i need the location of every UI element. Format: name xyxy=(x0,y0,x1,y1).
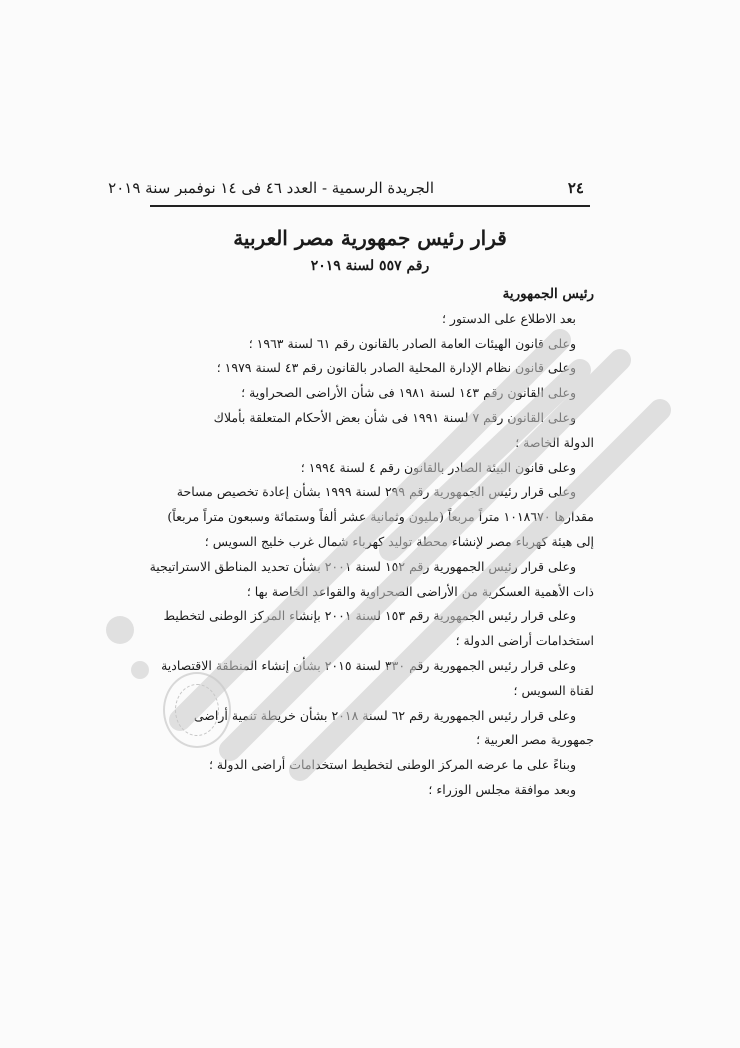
body-line: وعلى القانون رقم ١٤٣ لسنة ١٩٨١ فى شأن الأراضى الصحراوية ؛ xyxy=(241,385,576,401)
body-line: ذات الأهمية العسكرية من الأراضى الصحراوية والقواعد الخاصة بها ؛ xyxy=(246,583,594,599)
body-line: وعلى قرار رئيس الجمهورية رقم ٣٣٠ لسنة ٢٠١٥ بشأن إنشاء المنطقة الاقتصادية xyxy=(161,657,576,673)
body-line: استخدامات أراضى الدولة ؛ xyxy=(455,633,594,649)
body-line: لقناة السويس ؛ xyxy=(513,682,594,698)
body-line: وعلى قانون نظام الإدارة المحلية الصادر بالقانون رقم ٤٣ لسنة ١٩٧٩ ؛ xyxy=(216,360,576,376)
page-number: ٢٤ xyxy=(567,179,584,197)
president-heading: رئيس الجمهورية xyxy=(502,286,594,302)
body-line: وعلى القانون رقم ٧ لسنة ١٩٩١ فى شأن بعض الأحكام المتعلقة بأملاك xyxy=(213,409,576,425)
body-line: وعلى قانون الهيئات العامة الصادر بالقانون رقم ٦١ لسنة ١٩٦٣ ؛ xyxy=(248,335,576,351)
gazette-info: الجريدة الرسمية - العدد ٤٦ فى ١٤ نوفمبر سنة ٢٠١٩ xyxy=(108,179,434,197)
body-line: وعلى قرار رئيس الجمهورية رقم ١٥٢ لسنة ٢٠٠١ بشأن تحديد المناطق الاستراتيجية xyxy=(149,558,576,574)
header-rule xyxy=(150,205,590,207)
body-line: مقدارها ١٠١٨٦٧٠ متراً مربعاً (مليون وثمانية عشر ألفاً وستمائة وسبعون متراً مربعاً) xyxy=(167,509,594,525)
page-header xyxy=(108,176,590,200)
body-line: وعلى قرار رئيس الجمهورية رقم ٦٢ لسنة ٢٠١٨ بشأن خريطة تنمية أراضى xyxy=(193,707,576,723)
body-line: بعد الاطلاع على الدستور ؛ xyxy=(441,310,576,326)
body-line: إلى هيئة كهرباء مصر لإنشاء محطة توليد كهرباء شمال غرب خليج السويس ؛ xyxy=(204,533,594,549)
body-line: وعلى قرار رئيس الجمهورية رقم ١٥٣ لسنة ٢٠٠١ بإنشاء المركز الوطنى لتخطيط xyxy=(163,608,576,624)
decree-number: رقم ٥٥٧ لسنة ٢٠١٩ xyxy=(310,258,430,274)
seal-emblem xyxy=(163,672,231,748)
body-line: وعلى قرار رئيس الجمهورية رقم ٢٩٩ لسنة ١٩٩٩ بشأن إعادة تخصيص مساحة xyxy=(176,484,576,500)
body-line: الدولة الخاصة ؛ xyxy=(515,434,594,450)
decree-title: قرار رئيس جمهورية مصر العربية xyxy=(233,226,507,250)
body-line: وبعد موافقة مجلس الوزراء ؛ xyxy=(428,781,576,797)
body-line: جمهورية مصر العربية ؛ xyxy=(476,732,594,748)
body-line: وبناءً على ما عرضه المركز الوطنى لتخطيط استخدامات أراضى الدولة ؛ xyxy=(208,757,576,773)
body-line: وعلى قانون البيئة الصادر بالقانون رقم ٤ لسنة ١٩٩٤ ؛ xyxy=(300,459,576,475)
